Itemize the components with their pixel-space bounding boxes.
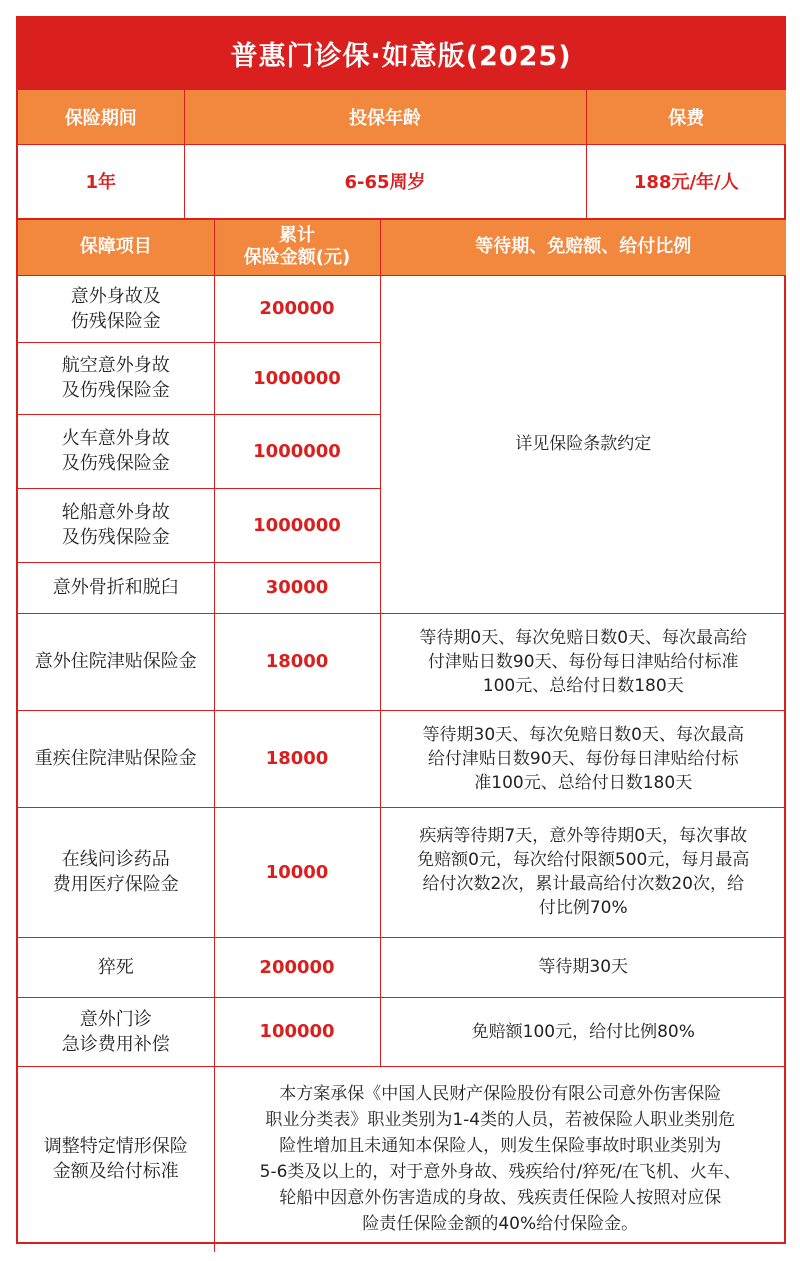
item-cell: 在线问诊药品 费用医疗保险金 (18, 807, 214, 937)
amount-cell: 1000000 (214, 488, 380, 562)
shared-terms-cell: 详见保险条款约定 (380, 275, 786, 613)
amount-cell: 100000 (214, 997, 380, 1066)
header-age: 投保年龄 (184, 90, 586, 144)
terms-cell: 疾病等待期7天，意外等待期0天，每次事故 免赔额0元，每次给付限额500元，每月最高 给付次数2次，累计最高给付次数20次，给 付比例70% (380, 807, 786, 937)
amount-cell: 18000 (214, 613, 380, 710)
amount-cell: 200000 (214, 937, 380, 997)
value-age: 6-65周岁 (184, 144, 586, 218)
special-item-cell: 调整特定情形保险 金额及给付标准 (18, 1066, 214, 1252)
item-cell: 火车意外身故 及伤残保险金 (18, 414, 214, 488)
table-row (18, 710, 786, 807)
amount-cell: 1000000 (214, 342, 380, 414)
table-row (18, 937, 786, 997)
special-row (18, 1066, 786, 1252)
value-premium: 188元/年/人 (586, 144, 786, 218)
item-cell: 轮船意外身故 及伤残保险金 (18, 488, 214, 562)
amount-cell: 200000 (214, 275, 380, 342)
header-premium: 保费 (586, 90, 786, 144)
terms-cell: 等待期30天、每次免赔日数0天、每次最高 给付津贴日数90天、每份每日津贴给付标 准100元、总给付日数180天 (380, 710, 786, 807)
amount-cell: 1000000 (214, 414, 380, 488)
amount-cell: 18000 (214, 710, 380, 807)
item-cell: 意外骨折和脱臼 (18, 562, 214, 613)
coverage-table (18, 219, 786, 1253)
special-text-cell: 本方案承保《中国人民财产保险股份有限公司意外伤害保险 职业分类表》职业类别为1-4类的人员，若被保险人职业类别危 险性增加且未通知本保险人，则发生保险事故时职业类别为 5-6类及以上的，对于意外身故、残疾给付/猝死/在飞机、火车、 轮船中因意外伤害造成的身故、残疾责任保险人按照对应保 险责任保险金额的40%给付保险金。 (214, 1066, 786, 1252)
header-amount: 累计 保险金额(元) (214, 219, 380, 275)
table-row (18, 997, 786, 1066)
value-period: 1年 (18, 144, 184, 218)
table-row (18, 613, 786, 710)
terms-cell: 等待期0天、每次免赔日数0天、每次最高给 付津贴日数90天、每份每日津贴给付标准 100元、总给付日数180天 (380, 613, 786, 710)
table-row (18, 275, 786, 342)
terms-cell: 等待期30天 (380, 937, 786, 997)
summary-table (18, 90, 786, 219)
plan-title: 普惠门诊保·如意版(2025) (18, 18, 784, 90)
header-period: 保险期间 (18, 90, 184, 144)
item-cell: 意外门诊 急诊费用补偿 (18, 997, 214, 1066)
item-cell: 重疾住院津贴保险金 (18, 710, 214, 807)
header-terms: 等待期、免赔额、给付比例 (380, 219, 786, 275)
amount-cell: 30000 (214, 562, 380, 613)
item-cell: 意外身故及 伤残保险金 (18, 275, 214, 342)
table-row (18, 807, 786, 937)
amount-cell: 10000 (214, 807, 380, 937)
insurance-plan-card (16, 16, 786, 1244)
item-cell: 意外住院津贴保险金 (18, 613, 214, 710)
header-item: 保障项目 (18, 219, 214, 275)
terms-cell: 免赔额100元，给付比例80% (380, 997, 786, 1066)
item-cell: 猝死 (18, 937, 214, 997)
item-cell: 航空意外身故 及伤残保险金 (18, 342, 214, 414)
